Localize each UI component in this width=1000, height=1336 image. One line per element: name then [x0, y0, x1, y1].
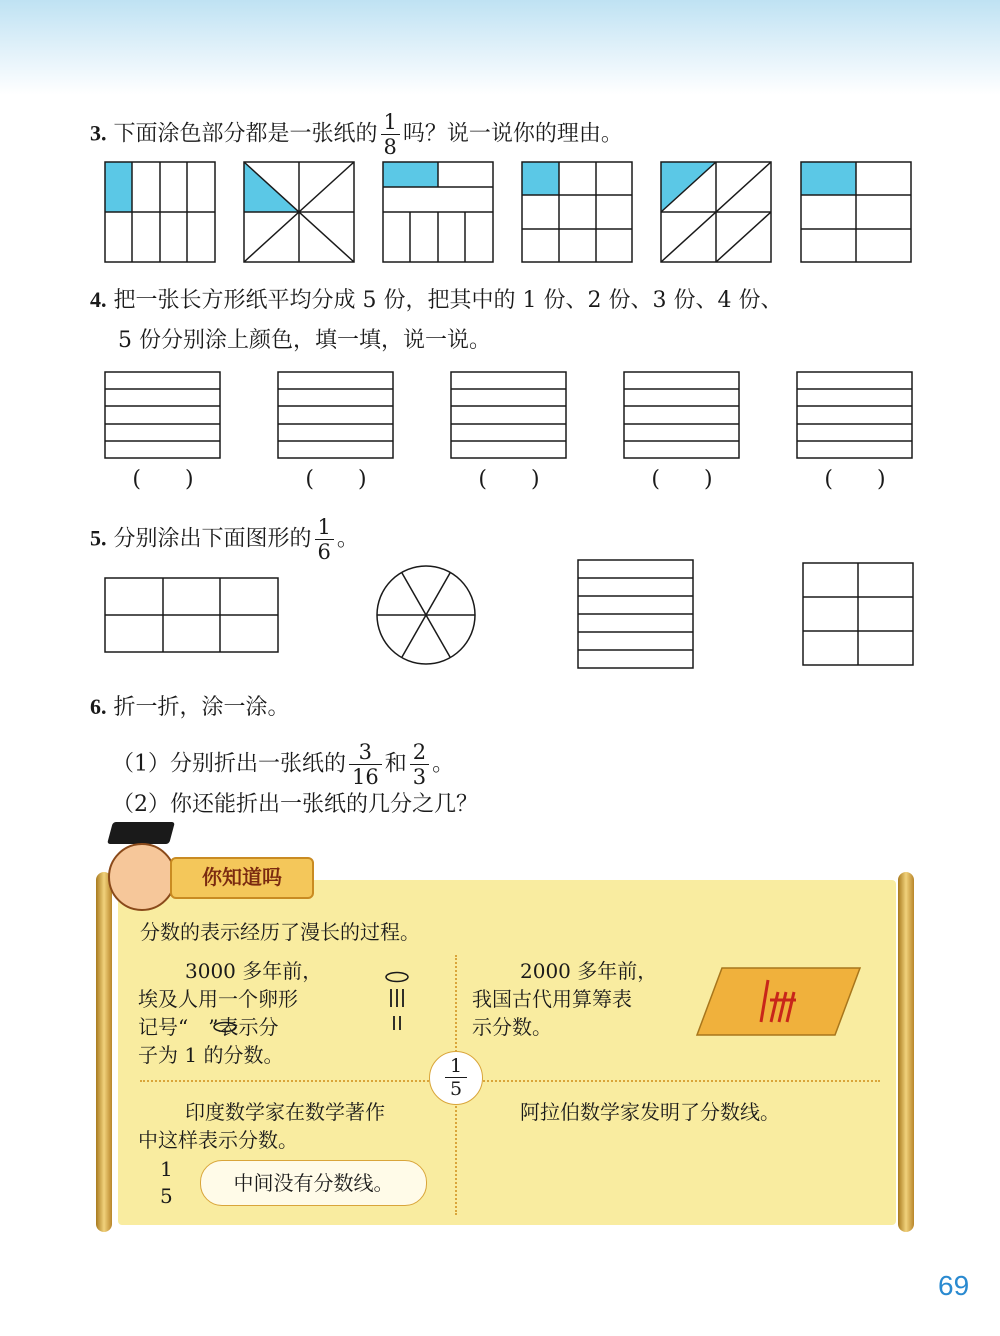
q5-prompt-end: 。: [336, 526, 359, 552]
q4-number: 4.: [90, 287, 107, 312]
egypt-line3: 记号“ ”表示分: [138, 1015, 279, 1039]
india-numerator: 1: [160, 1157, 173, 1181]
center-frac-den: 5: [449, 1078, 463, 1100]
q4-line1-text: 把一张长方形纸平均分成 5 份，把其中的 1 份、2 份、3 份、4 份、: [113, 288, 783, 313]
china-line3: 示分数。: [472, 1015, 552, 1039]
q4-blank-3[interactable]: ( ): [478, 467, 540, 492]
no-fraction-line-bubble: 中间没有分数线。: [200, 1160, 427, 1206]
q3-frac-num: 1: [381, 110, 400, 135]
did-you-know-banner: 你知道吗: [170, 857, 314, 899]
china-line2: 我国古代用算筹表: [472, 987, 632, 1011]
q6-p1-post: 。: [432, 751, 455, 777]
egypt-line1: 3000 多年前，: [185, 959, 323, 983]
q4-blank-4[interactable]: ( ): [651, 467, 713, 492]
q4-line2: 5 份分别涂上颜色，填一填，说一说。: [118, 328, 491, 353]
india-denominator: 5: [160, 1184, 173, 1208]
egypt-line4: 子为 1 的分数。: [138, 1043, 284, 1067]
q5-frac-den: 6: [317, 540, 331, 564]
arab-text: 阿拉伯数学家发明了分数线。: [520, 1100, 780, 1124]
q6-part2: （2）你还能折出一张纸的几分之几？: [112, 792, 478, 817]
india-line1: 印度数学家在数学著作: [185, 1100, 385, 1124]
q6-frac-a-den: 16: [352, 765, 379, 789]
q5-frac-num: 1: [315, 515, 334, 540]
q6-p1-pre: （1）分别折出一张纸的: [112, 751, 346, 777]
q6-frac-b-den: 3: [412, 765, 427, 789]
egypt-line2: 埃及人用一个卵形: [138, 987, 298, 1011]
q4-blank-1[interactable]: ( ): [132, 467, 194, 492]
q3-prompt: 下面涂色部分都是一张纸的: [113, 121, 378, 147]
china-line1: 2000 多年前，: [520, 959, 658, 983]
q4-blank-2[interactable]: ( ): [305, 467, 367, 492]
q6-title-text: 折一折，涂一涂。: [113, 695, 290, 720]
page-number: 69: [938, 1270, 970, 1301]
q3-frac-den: 8: [383, 135, 397, 159]
q6-frac-b-num: 2: [410, 740, 429, 765]
q6-frac-a-num: 3: [349, 740, 382, 765]
q3-prompt-end: 吗？说一说你的理由。: [402, 121, 623, 147]
q5-number: 5.: [90, 525, 107, 551]
history-intro: 分数的表示经历了漫长的过程。: [140, 920, 420, 944]
q5-prompt: 分别涂出下面图形的: [113, 526, 312, 552]
india-line2: 中这样表示分数。: [138, 1128, 298, 1152]
q6-p1-mid: 和: [384, 751, 407, 777]
center-frac-num: 1: [445, 1055, 467, 1078]
center-fraction-badge: [429, 1051, 483, 1105]
q6-number: 6.: [90, 694, 107, 719]
q3-number: 3.: [90, 120, 107, 146]
q4-blank-5[interactable]: ( ): [824, 467, 886, 492]
